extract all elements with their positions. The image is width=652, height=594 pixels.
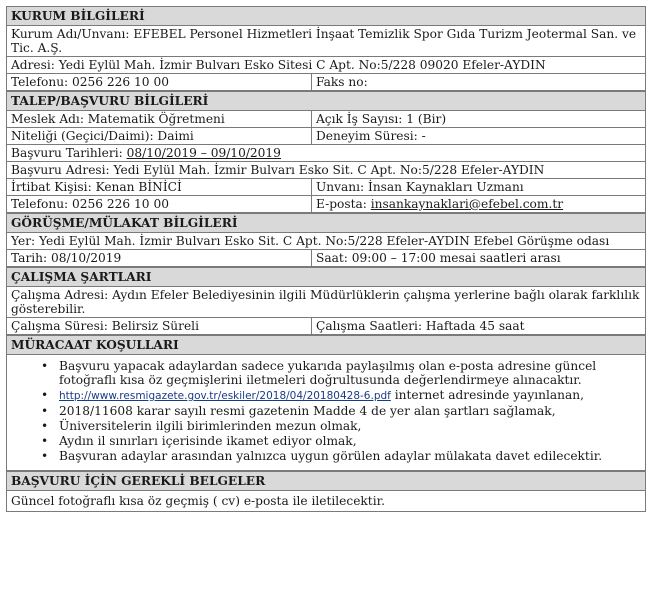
gorusme-row — [6, 250, 646, 267]
kurum-faks: Faks no: — [316, 75, 368, 89]
kurum-adi: Kurum Adı/Unvanı: EFEBEL Personel Hizmetleri İnşaat Temizlik Spor Gıda Turizm Jeotermal San. ve Tic. A.Ş. — [6, 26, 646, 57]
resmigazete-text: internet adresinde yayınlanan, — [390, 388, 585, 402]
calisma-saatleri: Çalışma Saatleri: Haftada 45 saat — [316, 319, 525, 333]
gorusme-yer: Yer: Yedi Eylül Mah. İzmir Bulvarı Esko Sit. C Apt. No:5/228 Efeler-AYDIN Efebel Görüşme odası — [6, 233, 646, 250]
talep-row-3 — [6, 179, 646, 196]
muracaat-list — [6, 355, 646, 471]
calisma-row — [6, 318, 646, 335]
acik-is-sayisi: Açık İş Sayısı: 1 (Bir) — [316, 112, 447, 126]
list-item: • Aydın il sınırları içerisinde ikamet ediyor olmak, — [59, 434, 645, 448]
gorusme-saat: Saat: 09:00 – 17:00 mesai saatleri arası — [316, 251, 561, 265]
talep-eposta — [312, 196, 645, 212]
talep-row-1 — [6, 111, 646, 128]
eposta-link[interactable]: insankaynaklari@efebel.com.tr — [370, 197, 564, 211]
calisma-header: ÇALIŞMA ŞARTLARI — [6, 267, 646, 287]
irtibat-kisisi: İrtibat Kişisi: Kenan BİNİCİ — [7, 179, 312, 195]
list-item: • Üniversitelerin ilgili birimlerinden mezun olmak, — [59, 419, 645, 433]
belgeler-text: Güncel fotoğraflı kısa öz geçmiş ( cv) e-posta ile iletilecektir. — [6, 491, 646, 512]
meslek-adi: Meslek Adı: Matematik Öğretmeni — [7, 111, 312, 127]
talep-telefon: Telefonu: 0256 226 10 00 — [7, 196, 312, 212]
kurum-telefon: Telefonu: 0256 226 10 00 — [7, 74, 312, 90]
kurum-header: KURUM BİLGİLERİ — [6, 6, 646, 26]
basvuru-adresi: Başvuru Adresi: Yedi Eylül Mah. İzmir Bulvarı Esko Sit. C Apt. No:5/228 Efeler-AYDIN — [6, 162, 646, 179]
niteligi: Niteliği (Geçici/Daimi): Daimi — [7, 128, 312, 144]
unvani: Unvanı: İnsan Kaynakları Uzmanı — [316, 180, 524, 194]
basvuru-tarihleri-label: Başvuru Tarihleri: — [11, 146, 127, 160]
basvuru-tarihleri-value: 08/10/2019 – 09/10/2019 — [126, 146, 281, 160]
talep-row-2 — [6, 128, 646, 145]
list-item: • 2018/11608 karar sayılı resmi gazetenin Madde 4 de yer alan şartları sağlamak, — [59, 404, 645, 418]
list-item: • Başvuran adaylar arasından yalnızca uygun görülen adaylar mülakata davet edilecektir. — [59, 449, 645, 463]
kurum-adres: Adresi: Yedi Eylül Mah. İzmir Bulvarı Esko Sitesi C Apt. No:5/228 09020 Efeler-AYDIN — [6, 57, 646, 74]
calisma-suresi: Çalışma Süresi: Belirsiz Süreli — [7, 318, 312, 334]
gorusme-tarih: Tarih: 08/10/2019 — [7, 250, 312, 266]
kurum-contact-row — [6, 74, 646, 91]
talep-header: TALEP/BAŞVURU BİLGİLERİ — [6, 91, 646, 111]
list-item: • Başvuru yapacak adaylardan sadece yukarıda paylaşılmış olan e-posta adresine güncel fotoğraflı kısa öz geçmişlerini iletmeleri doğrultusunda değerlendirmeye alınacaktır. — [59, 359, 645, 387]
resmigazete-link[interactable]: http://www.resmigazete.gov.tr/eskiler/2018/04/20180428-6.pdf — [59, 390, 391, 402]
deneyim-suresi: Deneyim Süresi: - — [316, 129, 426, 143]
eposta-label: E-posta: — [316, 197, 371, 211]
muracaat-header: MÜRACAAT KOŞULLARI — [6, 335, 646, 355]
belgeler-header: BAŞVURU İÇİN GEREKLİ BELGELER — [6, 471, 646, 491]
job-posting-document — [6, 6, 646, 512]
basvuru-tarihleri — [6, 145, 646, 162]
list-item — [59, 388, 645, 403]
calisma-adresi: Çalışma Adresi: Aydın Efeler Belediyesinin ilgili Müdürlüklerin çalışma yerlerine bağlı olarak farklılık gösterebilir. — [6, 287, 646, 318]
gorusme-header: GÖRÜŞME/MÜLAKAT BİLGİLERİ — [6, 213, 646, 233]
talep-row-4 — [6, 196, 646, 213]
